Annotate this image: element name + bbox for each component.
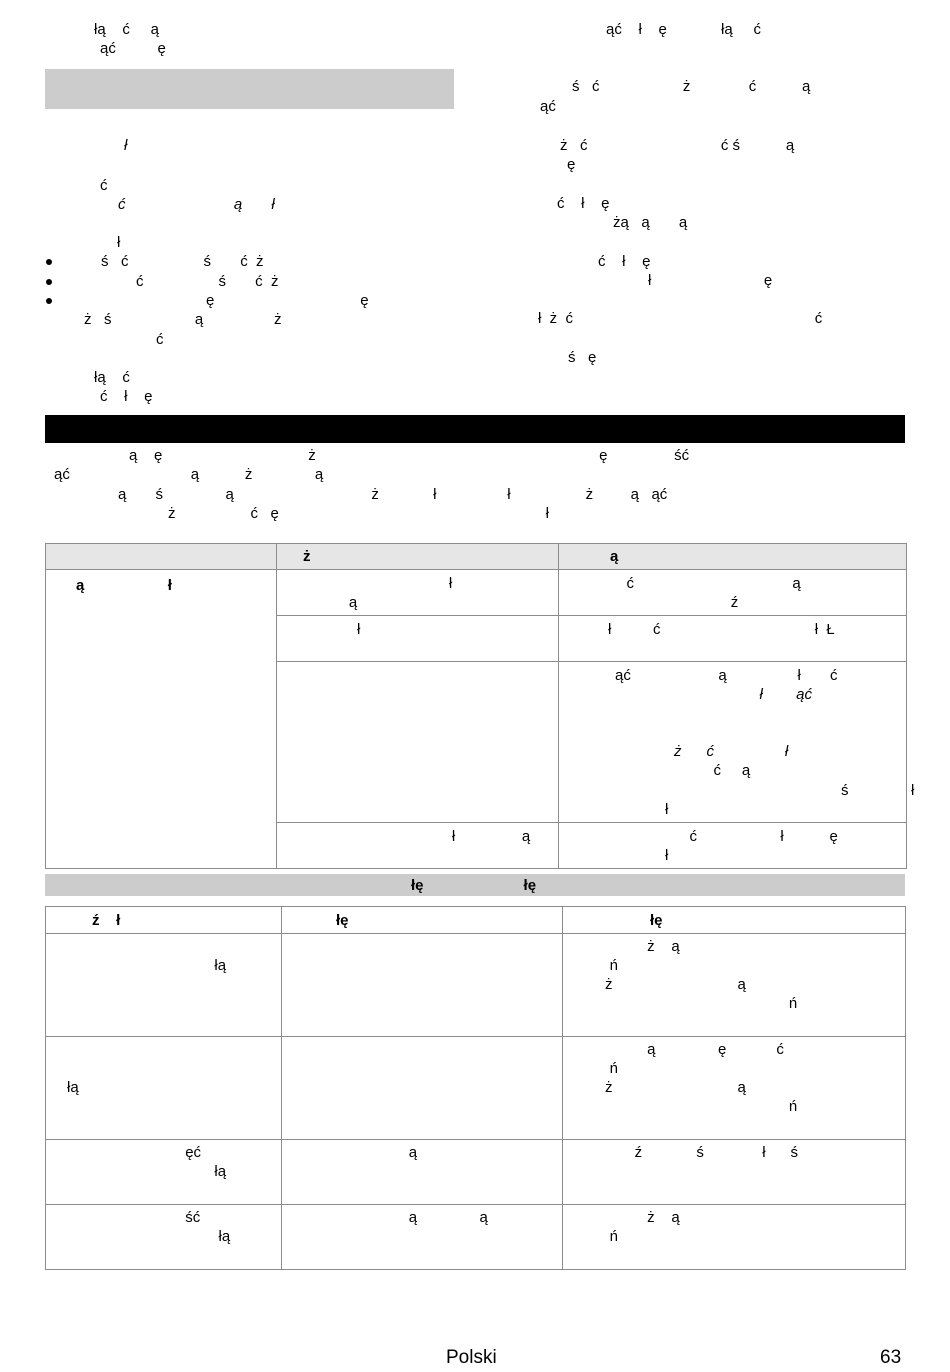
table1-cause-cell: ł ą — [277, 570, 559, 616]
right-line-4: ż ć ć ś ą — [560, 137, 795, 154]
left-closing-line-1: łą ć — [94, 369, 130, 386]
left-para3-intro: ł — [117, 234, 121, 251]
right-line-10: ł ż ć ć — [538, 310, 823, 327]
table1-remedy-cell: ć ą ź — [559, 570, 907, 616]
table2-remedy-cell: ź ś ł ś — [563, 1140, 906, 1205]
table-row — [46, 570, 907, 616]
right-line-2: ś ć ż ć ą — [572, 78, 811, 95]
table-row — [46, 1140, 906, 1205]
table2-cause-cell: ą ą — [282, 1205, 563, 1270]
right-line-9: ł ę — [648, 272, 773, 289]
page-number: 63 — [880, 1347, 902, 1368]
table1-cause-cell: ł — [277, 616, 559, 662]
table1-remedy-cell: ć ł ę ł — [559, 823, 907, 869]
troubleshooting-table-2 — [45, 906, 906, 1270]
section-heading-text: łę łę — [411, 877, 537, 894]
table2-remedy-cell: ą ę ć ń ż ą ń — [563, 1037, 906, 1140]
bullet-dot-1 — [46, 259, 52, 265]
left-para1-line: ł — [124, 137, 128, 154]
footer-language: Polski — [446, 1347, 497, 1368]
bullet-item-2: ć ś ć ż — [136, 273, 279, 290]
right-line-8: ć ł ę — [598, 253, 651, 270]
bullet-continuation-1: ż ś ą ż — [84, 311, 282, 328]
left-para2-line-2: ć ą ł — [118, 196, 275, 213]
bullet-dot-3 — [46, 298, 52, 304]
table2-header-row — [46, 907, 906, 934]
table2-fault-cell: ść łą — [46, 1205, 282, 1270]
troubleshooting-table-1 — [45, 543, 915, 869]
table2-cause-cell — [282, 1037, 563, 1140]
right-line-1: ąć ł ę łą ć — [606, 21, 762, 38]
table1-remedy-cell: ł ć ł Ł — [559, 616, 907, 662]
right-line-6: ć ł ę — [557, 195, 610, 212]
table2-fault-cell: ęć łą — [46, 1140, 282, 1205]
table2-fault-cell: łą — [46, 934, 282, 1037]
intro-line-3: ą ś ą ż ł ł ż ą ąć — [118, 486, 668, 503]
table2-remedy-cell: ż ą ń — [563, 1205, 906, 1270]
table-row — [46, 1037, 906, 1140]
bullet-item-3: ę ę — [206, 292, 369, 309]
right-line-3: ąć — [540, 98, 556, 115]
table1-cause-cell: ł ą — [277, 823, 559, 869]
left-top-line-1: łą ć ą — [94, 21, 160, 38]
table-row — [46, 934, 906, 1037]
right-line-11: ś ę — [568, 349, 597, 366]
section-title-bar — [45, 415, 905, 443]
table1-header-col1 — [46, 544, 277, 570]
left-gray-heading-bar — [45, 69, 454, 109]
table1-cause-cell — [277, 662, 559, 823]
bullet-continuation-2: ć — [156, 331, 164, 348]
table2-fault-cell: łą — [46, 1037, 282, 1140]
bullet-item-1: ś ć ś ć ż — [101, 253, 264, 270]
table1-header-col3: ą — [559, 544, 907, 570]
right-line-5: ę — [567, 156, 576, 173]
right-line-7: żą ą ą — [613, 214, 688, 231]
left-para2-line-1: ć — [100, 177, 108, 194]
table1-header-col2: ż — [277, 544, 559, 570]
bullet-dot-2 — [46, 279, 52, 285]
left-closing-line-2: ć ł ę — [100, 388, 153, 405]
left-top-line-2: ąć ę — [100, 40, 166, 57]
table1-fault-cell: ą ł — [46, 570, 277, 869]
intro-line-4: ż ć ę ł — [168, 505, 549, 522]
table2-header-col3: łę — [563, 907, 906, 934]
table1-remedy-cell: ąć ą ł ć ł ąć ż ć ł ć ą ś ł ł — [559, 662, 907, 823]
table1-header-row — [46, 544, 907, 570]
table2-remedy-cell: ż ą ń ż ą ń — [563, 934, 906, 1037]
table2-cause-cell — [282, 934, 563, 1037]
intro-line-2: ąć ą ż ą — [54, 466, 324, 483]
table-row — [46, 1205, 906, 1270]
table2-cause-cell: ą — [282, 1140, 563, 1205]
table2-header-col2: łę — [282, 907, 563, 934]
intro-line-1: ą ę ż ę ść — [129, 447, 690, 464]
table2-header-col1: ź ł — [46, 907, 282, 934]
